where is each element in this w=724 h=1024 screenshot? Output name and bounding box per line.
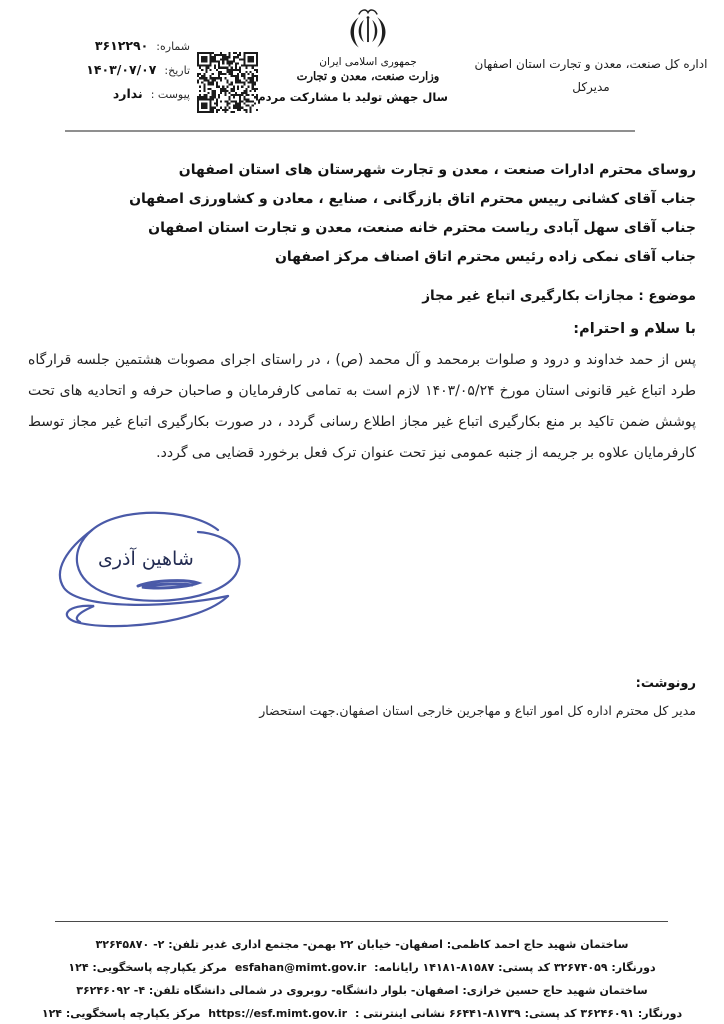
recipient-line: جناب آقای کشانی رییس محترم اتاق بازرگانی ، صنایع ، معادن و کشاورزی اصفهان [129, 191, 696, 207]
subject-line: موضوع : مجازات بکارگیری اتباع غیر مجاز [422, 288, 696, 304]
signer-name: شاهین آذری [98, 548, 194, 570]
footer-contact-1-post: مرکز یکپارچه پاسخگویی: ۱۲۴ [68, 961, 227, 974]
signature-block [50, 500, 265, 645]
footer-contact-2 [0, 1002, 724, 1024]
letter-number-row [40, 38, 190, 53]
footer-divider [55, 921, 668, 922]
letter-body: پس از حمد خداوند و درود و صلوات برمحمد و آل محمد (ص) ، در راستای اجرای مصوبات هشتمین جلسه قرارگاه طرد اتباع غیر قانونی استان مورخ ۱۴۰۳/۰۵/۲۴ لازم است به تمامی کارفرمایان و صاحبان حرفه و اتحادیه های تحت پوشش ضمن تاکید بر منع بکارگیری اتباع غیر مجاز اطلاع رسانی گردد ، در صورت بکارگیری اتباع غیر مجاز توسط کارفرمایان علاوه بر جریمه از جنبه عمومی نیز تحت عنوان ترک فعل برخورد قضایی می گردد. [28, 352, 697, 461]
footer-contact-2-post: مرکز یکپارچه پاسخگویی: ۱۲۴ [41, 1007, 201, 1020]
footer-address-1: ساختمان شهید حاج احمد کاظمی: اصفهان- خیابان ۲۲ بهمن- مجتمع اداری غدیر تلفن: ۲- ۳۲۶۴۵۸۷۰ [95, 938, 629, 951]
email-address: esfahan@mimt.gov.ir [234, 961, 367, 974]
footer-address-2: ساختمان شهید حاج حسین خرازی: اصفهان- بلوار دانشگاه- روبروی در شمالی دانشگاه تلفن: ۴- ۳۶۲۴۶۰۹۲ [76, 984, 648, 997]
footer-contact-1 [0, 956, 724, 979]
office-name: اداره کل صنعت، معدن و تجارت استان اصفهان [474, 57, 708, 71]
letterhead-center [257, 8, 448, 104]
year-slogan: سال جهش تولید با مشارکت مردم [257, 90, 448, 104]
recipient-line: جناب آقای نمکی زاده رئیس محترم اتاق اصناف مرکز اصفهان [274, 249, 696, 265]
recipients-block [28, 156, 696, 272]
website-url: https://esf.mimt.gov.ir [208, 1007, 348, 1020]
date-value: ۱۴۰۳/۰۷/۰۷ [86, 62, 157, 77]
issuing-office-block [466, 57, 716, 94]
footer-block [0, 933, 724, 1024]
attachment-value: ندارد [112, 86, 143, 101]
date-label: تاریخ: [164, 64, 190, 77]
attachment-label: پیوست : [150, 88, 190, 101]
footer-contact-1-pre: دورنگار: ۳۲۶۷۴۰۵۹ کد پستی: ۸۱۵۸۷-۱۴۱۸۱ رایانامه: [374, 961, 656, 974]
number-label: شماره: [156, 40, 190, 53]
cc-label: رونوشت: [635, 676, 696, 691]
recipient-line: روسای محترم ادارات صنعت ، معدن و تجارت شهرستان های استان اصفهان [178, 162, 696, 178]
iran-emblem-icon [342, 8, 394, 54]
handwritten-signature [50, 500, 265, 645]
number-value: ۳۶۱۲۲۹۰ [94, 38, 149, 53]
office-role: مدیرکل [572, 80, 610, 94]
header-divider [65, 130, 635, 132]
letter-attachment-row [40, 86, 190, 101]
qr-code [197, 52, 258, 113]
footer-contact-2-pre: دورنگار: ۳۶۲۴۶۰۹۱ کد پستی: ۸۱۷۳۹-۶۶۴۴۱ نشانی اینترنتی : [354, 1007, 683, 1020]
cc-recipient: مدیر کل محترم اداره کل امور اتباع و مهاجرین خارجی استان اصفهان.جهت استحضار [259, 703, 696, 718]
ministry-name: وزارت صنعت، معدن و تجارت [296, 69, 440, 83]
salutation: با سلام و احترام: [573, 321, 696, 337]
country-name: جمهوری اسلامی ایران [319, 56, 417, 68]
recipient-line: جناب آقای سهل آبادی ریاست محترم خانه صنعت، معدن و تجارت استان اصفهان [148, 220, 696, 236]
letter-date-row [40, 62, 190, 77]
letter-meta-block [40, 38, 190, 110]
